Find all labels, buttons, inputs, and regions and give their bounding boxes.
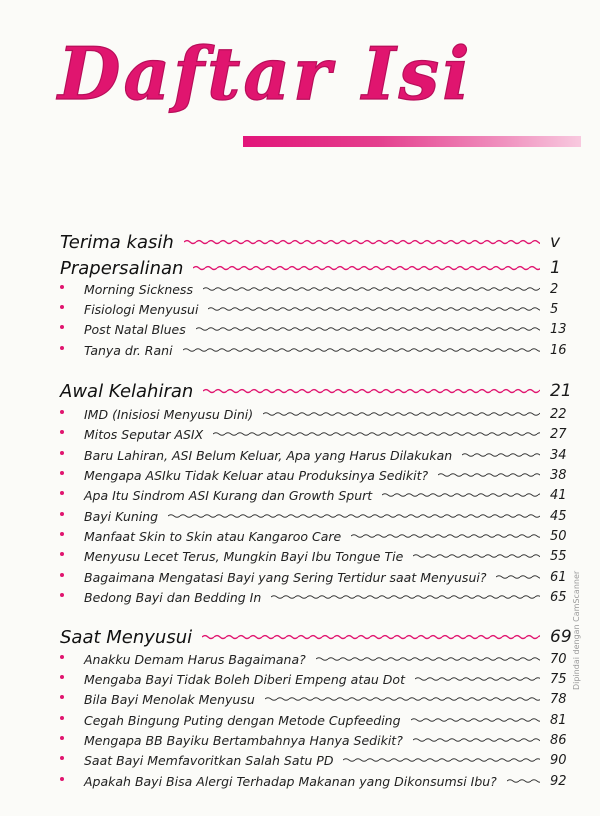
wavy-leader-line xyxy=(196,325,540,333)
wavy-leader-line xyxy=(184,238,540,246)
toc-item-label: Tanya dr. Rani xyxy=(84,342,173,358)
wavy-leader-line xyxy=(271,593,540,601)
toc-section-row xyxy=(0,627,600,647)
toc-item-row xyxy=(0,299,600,319)
toc-item-row xyxy=(0,567,600,587)
toc-item-row xyxy=(0,649,600,669)
wavy-leader-line xyxy=(507,777,540,785)
wavy-leader-line xyxy=(168,512,540,520)
toc-item-label: Cegah Bingung Puting dengan Metode Cupfeeding xyxy=(84,712,401,728)
toc-item-row xyxy=(0,689,600,709)
toc-page-number: 55 xyxy=(550,548,567,564)
toc-item-row xyxy=(0,750,600,770)
title-underline-bar xyxy=(243,136,581,147)
wavy-leader-line xyxy=(316,655,540,663)
toc-item-row xyxy=(0,485,600,505)
bullet-icon xyxy=(60,305,64,309)
toc-item-row xyxy=(0,279,600,299)
bullet-icon xyxy=(60,736,64,740)
toc-item-label: Bayi Kuning xyxy=(84,508,159,524)
bullet-icon xyxy=(60,716,64,720)
toc-item-label: Manfaat Skin to Skin atau Kangaroo Care xyxy=(84,528,342,544)
wavy-leader-line xyxy=(203,387,540,395)
wavy-leader-line xyxy=(213,430,540,438)
bullet-icon xyxy=(60,655,64,659)
toc-page-number: 75 xyxy=(550,671,567,687)
wavy-leader-line xyxy=(208,305,540,313)
toc-item-label: Saat Bayi Memfavoritkan Salah Satu PD xyxy=(84,752,334,768)
bullet-icon xyxy=(60,593,64,597)
toc-item-row xyxy=(0,730,600,750)
bullet-icon xyxy=(60,285,64,289)
toc-item-row xyxy=(0,546,600,566)
wavy-leader-line xyxy=(411,716,540,724)
bullet-icon xyxy=(60,573,64,577)
toc-page-number: 38 xyxy=(550,467,567,483)
wavy-leader-line xyxy=(462,451,540,459)
toc-page-number: 90 xyxy=(550,752,567,768)
toc-page-number: 70 xyxy=(550,651,567,667)
page-title: Daftar Isi xyxy=(58,31,473,116)
toc-item-label: Apa Itu Sindrom ASI Kurang dan Growth Spurt xyxy=(84,487,373,503)
toc-item-row xyxy=(0,424,600,444)
toc-page-number: 65 xyxy=(550,589,567,605)
toc-page-number: 86 xyxy=(550,732,567,748)
toc-page-number: 78 xyxy=(550,691,567,707)
toc-item-row xyxy=(0,404,600,424)
bullet-icon xyxy=(60,471,64,475)
toc-section-row xyxy=(0,381,600,401)
bullet-icon xyxy=(60,491,64,495)
wavy-leader-line xyxy=(382,491,540,499)
toc-page-number: 1 xyxy=(550,258,561,278)
wavy-leader-line xyxy=(193,264,540,272)
toc-section-row xyxy=(0,258,600,278)
bullet-icon xyxy=(60,552,64,556)
toc-item-label: Bila Bayi Menolak Menyusu xyxy=(84,691,255,707)
toc-section-label: Awal Kelahiran xyxy=(60,380,194,402)
toc-item-label: Mitos Seputar ASIX xyxy=(84,426,204,442)
toc-page-number: 69 xyxy=(550,627,572,647)
toc-item-label: Mengapa ASIku Tidak Keluar atau Produksinya Sedikit? xyxy=(84,467,429,483)
toc-page-number: 21 xyxy=(550,381,572,401)
toc-item-row xyxy=(0,445,600,465)
scanner-watermark: Dipindai dengan CamScanner xyxy=(572,570,581,690)
bullet-icon xyxy=(60,675,64,679)
bullet-icon xyxy=(60,695,64,699)
toc-item-label: Mengapa BB Bayiku Bertambahnya Hanya Sedikit? xyxy=(84,732,403,748)
bullet-icon xyxy=(60,430,64,434)
bullet-icon xyxy=(60,512,64,516)
toc-page-number: 41 xyxy=(550,487,567,503)
bullet-icon xyxy=(60,777,64,781)
toc-page-number: 5 xyxy=(550,301,559,317)
toc-item-label: Anakku Demam Harus Bagaimana? xyxy=(84,651,306,667)
toc-item-label: Baru Lahiran, ASI Belum Keluar, Apa yang Harus Dilakukan xyxy=(84,447,453,463)
toc-page-number: 81 xyxy=(550,712,567,728)
toc-item-row xyxy=(0,506,600,526)
toc-section-label: Saat Menyusui xyxy=(60,626,193,648)
wavy-leader-line xyxy=(413,736,540,744)
wavy-leader-line xyxy=(263,410,540,418)
toc-item-label: Menyusu Lecet Terus, Mungkin Bayi Ibu Tongue Tie xyxy=(84,548,404,564)
toc-page-number: 22 xyxy=(550,406,567,422)
bullet-icon xyxy=(60,325,64,329)
toc-page-number: 13 xyxy=(550,321,567,337)
wavy-leader-line xyxy=(203,285,540,293)
toc-section-label: Prapersalinan xyxy=(60,257,184,279)
toc-page-number: 16 xyxy=(550,342,567,358)
toc-page-number: 27 xyxy=(550,426,567,442)
toc-page-number: 2 xyxy=(550,281,559,297)
bullet-icon xyxy=(60,451,64,455)
toc-item-label: Mengaba Bayi Tidak Boleh Diberi Empeng atau Dot xyxy=(84,671,405,687)
toc-item-label: IMD (Inisiosi Menyusu Dini) xyxy=(84,406,254,422)
toc-page-number: 92 xyxy=(550,773,567,789)
toc-page-number: 61 xyxy=(550,569,567,585)
toc-item-label: Morning Sickness xyxy=(84,281,193,297)
toc-item-row xyxy=(0,587,600,607)
toc-item-row xyxy=(0,710,600,730)
wavy-leader-line xyxy=(183,346,540,354)
wavy-leader-line xyxy=(351,532,540,540)
toc-item-label: Apakah Bayi Bisa Alergi Terhadap Makanan yang Dikonsumsi Ibu? xyxy=(84,773,497,789)
toc-item-row xyxy=(0,771,600,791)
wavy-leader-line xyxy=(265,695,540,703)
bullet-icon xyxy=(60,410,64,414)
toc-item-row xyxy=(0,465,600,485)
wavy-leader-line xyxy=(202,633,540,641)
toc-page-number: 50 xyxy=(550,528,567,544)
toc-item-label: Bagaimana Mengatasi Bayi yang Sering Tertidur saat Menyusui? xyxy=(84,569,487,585)
toc-section-label: Terima kasih xyxy=(60,231,174,253)
toc-page-number: 34 xyxy=(550,447,567,463)
bullet-icon xyxy=(60,346,64,350)
wavy-leader-line xyxy=(413,552,540,560)
toc-page-number: 45 xyxy=(550,508,567,524)
wavy-leader-line xyxy=(415,675,540,683)
wavy-leader-line xyxy=(438,471,540,479)
wavy-leader-line xyxy=(343,756,540,764)
toc-item-label: Post Natal Blues xyxy=(84,321,186,337)
toc-item-row xyxy=(0,526,600,546)
toc-item-row xyxy=(0,340,600,360)
toc-item-row xyxy=(0,319,600,339)
bullet-icon xyxy=(60,756,64,760)
toc-item-row xyxy=(0,669,600,689)
wavy-leader-line xyxy=(496,573,540,581)
toc-item-label: Fisiologi Menyusui xyxy=(84,301,199,317)
bullet-icon xyxy=(60,532,64,536)
toc-section-row xyxy=(0,232,600,252)
toc-item-label: Bedong Bayi dan Bedding In xyxy=(84,589,262,605)
toc-page-number: v xyxy=(550,232,561,252)
